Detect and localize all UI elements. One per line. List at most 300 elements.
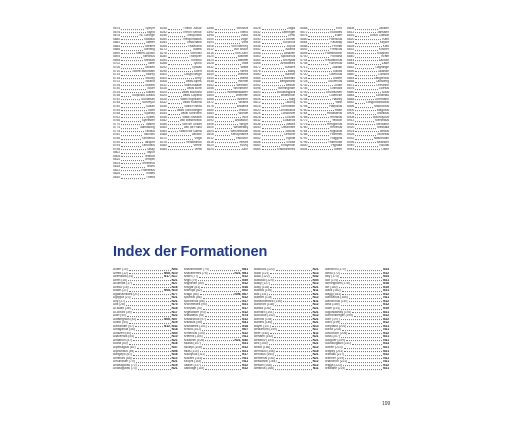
- formation-pages: N12: [383, 314, 389, 318]
- entry-number: 6488: [206, 115, 214, 119]
- leader-dots: [204, 335, 242, 338]
- leader-dots: [129, 289, 163, 292]
- leader-dots: [344, 346, 383, 349]
- entry-number: 6832: [347, 48, 355, 52]
- leader-dots: [168, 148, 194, 151]
- index-entry: [325, 367, 390, 371]
- entry-name: Von Zach: [235, 51, 249, 55]
- formation-name: Arrhenius (103): [183, 331, 206, 335]
- entry-number: 6336: [159, 105, 167, 109]
- entry-number: 6652: [253, 136, 261, 140]
- entry-name: Vasco da Gama: [179, 129, 202, 133]
- entry-name: Vendelinus: [186, 140, 202, 144]
- entry-name: Thaetetus: [140, 168, 155, 172]
- leader-dots: [198, 279, 241, 282]
- leader-dots: [121, 101, 141, 104]
- leader-dots: [355, 130, 378, 133]
- leader-dots: [262, 112, 280, 115]
- formation-pages: N17: [171, 310, 178, 314]
- leader-dots: [215, 109, 238, 112]
- entry-number: 6268: [159, 44, 167, 48]
- leader-dots: [121, 45, 144, 48]
- entry-name: Xenophanes: [230, 133, 249, 137]
- leader-dots: [346, 339, 382, 342]
- leader-dots: [269, 342, 312, 345]
- entry-name: Hase: [334, 108, 343, 112]
- entry-number: 6292: [159, 66, 167, 70]
- entry-name: Von Braun: [233, 48, 249, 52]
- entry-number: 6368: [159, 133, 167, 137]
- leader-dots: [203, 357, 241, 360]
- entry-name: Hippalus: [329, 129, 343, 133]
- entry-name: Maurolycus: [372, 115, 389, 119]
- leader-dots: [121, 66, 144, 69]
- leader-dots: [168, 70, 193, 73]
- leader-dots: [121, 77, 144, 80]
- entry-number: 6548: [253, 44, 261, 48]
- entry-name: Lacroix: [378, 58, 389, 62]
- leader-dots: [262, 126, 281, 129]
- leader-dots: [355, 70, 376, 73]
- leader-dots: [355, 84, 375, 87]
- entry-name: Lohrmann: [374, 97, 389, 101]
- entry-name: Zöllner: [285, 37, 296, 41]
- entry-number: 6944: [347, 147, 355, 151]
- leader-dots: [205, 314, 241, 317]
- leader-dots: [121, 70, 131, 73]
- entry-number: 6252: [159, 30, 167, 34]
- numbered-column: [160, 27, 202, 242]
- leader-dots: [168, 87, 186, 90]
- entry-number: 6272: [159, 48, 167, 52]
- entry-number: 6796: [300, 140, 308, 144]
- leader-dots: [168, 41, 185, 44]
- entry-name: Volta: [241, 41, 249, 45]
- entry-number: 6460: [206, 90, 214, 94]
- entry-number: 6676: [300, 34, 308, 38]
- leader-dots: [215, 137, 235, 140]
- leader-dots: [215, 141, 238, 144]
- entry-number: 6616: [253, 105, 261, 109]
- leader-dots: [262, 133, 284, 136]
- leader-dots: [355, 101, 365, 104]
- numbered-column: [207, 27, 249, 242]
- formation-pages: N74: [242, 314, 248, 318]
- formation-pages: N13: [383, 342, 389, 346]
- entry-name: Tacchini: [143, 133, 155, 137]
- leader-dots: [351, 282, 382, 285]
- entry-name: Stadtus: [144, 37, 155, 41]
- entry-number: 6644: [253, 129, 261, 133]
- entry-name: Hevelius: [329, 126, 343, 130]
- leader-dots: [308, 116, 329, 119]
- formation-name: Argelander (93): [183, 310, 206, 314]
- formation-name: Apianus (86): [183, 296, 202, 300]
- leader-dots: [273, 296, 311, 299]
- leader-dots: [202, 360, 241, 363]
- entry-name: Theon Junior: [183, 27, 202, 30]
- leader-dots: [121, 133, 142, 136]
- leader-dots: [121, 80, 144, 83]
- leader-dots: [262, 45, 286, 48]
- leader-dots: [349, 296, 383, 299]
- leader-dots: [308, 105, 328, 108]
- entry-name: Yerkes: [238, 140, 249, 144]
- entry-name: Herigonius: [326, 122, 343, 126]
- formation-pages: N47: [171, 346, 178, 350]
- entry-number: 6720: [300, 73, 308, 77]
- entry-number: 6672: [300, 30, 308, 34]
- formation-name: Brianchon (221): [324, 360, 348, 364]
- formation-name: Bernoulli (158): [254, 349, 275, 353]
- formation-pages: N19: [383, 285, 389, 289]
- entry-name: Tassy: [146, 147, 155, 151]
- entry-number: 5770: [113, 122, 121, 126]
- formation-pages: N03: [171, 268, 178, 271]
- entry-name: Werner: [238, 80, 249, 84]
- entry-name: Vlacq: [240, 34, 249, 38]
- leader-dots: [126, 303, 171, 306]
- entry-number: 6264: [159, 41, 167, 45]
- entry-name: Fracastorius: [324, 58, 343, 62]
- entry-number: 6572: [253, 66, 261, 70]
- entry-number: 6256: [159, 34, 167, 38]
- leader-dots: [215, 87, 233, 90]
- formation-pages: N21: [383, 310, 389, 314]
- entry-name: Susan: [145, 105, 155, 109]
- entry-number: 6624: [253, 112, 261, 116]
- entry-name: Trumpler: [189, 55, 202, 59]
- entry-name: Wrottesley: [233, 126, 249, 130]
- entry-name: Sylvester: [141, 119, 155, 123]
- formation-name: Birmingham (178): [324, 282, 350, 286]
- formation-pages: N12: [312, 282, 319, 286]
- formation-pages: N21: [383, 349, 389, 353]
- formation-name: Arzachel (105): [183, 338, 205, 342]
- leader-dots: [121, 151, 145, 154]
- formation-name: Azophi (115): [183, 360, 202, 364]
- formation-pages: N12: [383, 292, 389, 296]
- entry-name: Langrenus: [373, 76, 389, 80]
- leader-dots: [121, 105, 145, 108]
- formation-pages: N12: [171, 356, 178, 360]
- entry-number: 6760: [300, 108, 308, 112]
- entry-number: 5830: [113, 175, 121, 179]
- leader-dots: [132, 332, 171, 335]
- leader-dots: [209, 272, 234, 275]
- leader-dots: [355, 77, 373, 80]
- entry-number: 6348: [159, 115, 167, 119]
- leader-dots: [121, 62, 146, 65]
- index-entry: [113, 367, 178, 371]
- entry-name: Tenebrus: [141, 161, 155, 165]
- entry-name: Verne: [193, 144, 202, 148]
- formation-name: Bond (199): [324, 321, 341, 325]
- entry-number: 6668: [300, 27, 308, 30]
- leader-dots: [121, 31, 146, 34]
- entry-number: 5676: [113, 30, 121, 34]
- formation-name: Ansgar (81): [183, 285, 201, 289]
- leader-dots: [308, 133, 329, 136]
- entry-number: 6436: [206, 69, 214, 73]
- leader-dots: [215, 119, 234, 122]
- formation-name: Bouguer (209): [324, 338, 345, 342]
- formation-pages: N12, N42: [164, 324, 178, 328]
- entry-number: 6732: [300, 83, 308, 87]
- entry-name: Tarquet: [144, 140, 155, 144]
- formation-name: Back (121): [254, 271, 270, 275]
- leader-dots: [168, 116, 181, 119]
- leader-dots: [203, 321, 241, 324]
- leader-dots: [168, 62, 192, 65]
- entry-number: 6604: [253, 94, 261, 98]
- entry-number: 6420: [206, 55, 214, 59]
- entry-number: 6384: [159, 147, 167, 151]
- formation-name: Billy (174): [324, 275, 339, 279]
- leader-dots: [133, 311, 171, 314]
- leader-dots: [129, 268, 171, 271]
- entry-name: Heinsius: [329, 115, 343, 119]
- formation-name: Aloha (60): [113, 342, 128, 346]
- leader-dots: [215, 148, 241, 151]
- entry-name: Godin: [333, 83, 343, 87]
- entry-name: Van Biesbroeck: [179, 119, 202, 123]
- entry-name: Crozier: [285, 115, 296, 119]
- entry-number: 6504: [206, 129, 214, 133]
- formation-pages: N39: [242, 278, 248, 282]
- leader-dots: [201, 286, 241, 289]
- leader-dots: [308, 101, 333, 104]
- leader-dots: [168, 133, 191, 136]
- leader-dots: [308, 84, 332, 87]
- entry-name: Ulugh Beigh: [184, 73, 202, 77]
- entry-number: 6936: [347, 140, 355, 144]
- entry-number: 6440: [206, 73, 214, 77]
- formation-name: Blanchinus (187): [324, 299, 349, 303]
- entry-name: Menelaus: [375, 119, 389, 123]
- leader-dots: [168, 73, 183, 76]
- entry-number: 6860: [347, 73, 355, 77]
- leader-dots: [200, 293, 234, 296]
- entry-number: 5684: [113, 44, 121, 48]
- leader-dots: [168, 130, 178, 133]
- formation-name: Bessarion (164): [254, 360, 277, 364]
- entry-number: 6908: [347, 115, 355, 119]
- leader-dots: [215, 31, 239, 34]
- entry-number: 5758: [113, 112, 121, 116]
- entry-name: Euler: [334, 34, 343, 38]
- leader-dots: [121, 172, 144, 175]
- entry-number: 6452: [206, 83, 214, 87]
- entry-number: 6328: [159, 97, 167, 101]
- entry-number: 6900: [347, 108, 355, 112]
- leader-dots: [262, 144, 281, 147]
- formation-name: Al-Bakri (36): [113, 307, 131, 311]
- formation-pages: N11: [312, 289, 319, 293]
- leader-dots: [270, 332, 312, 335]
- formation-name: Bowen (213): [324, 346, 343, 350]
- formation-name: Bellot (156): [254, 346, 271, 350]
- formation-pages: N16: [171, 285, 178, 289]
- entry-name: Erro: [336, 27, 343, 30]
- leader-dots: [168, 55, 188, 58]
- formation-name: Bangeyo (67): [113, 353, 133, 357]
- leader-dots: [342, 289, 383, 292]
- entry-number: 6464: [206, 94, 214, 98]
- numbered-column: [253, 27, 295, 242]
- leader-dots: [168, 45, 187, 48]
- formation-name: Agrippa (23): [113, 296, 131, 300]
- entry-name: Delambre: [281, 126, 296, 130]
- leader-dots: [215, 73, 237, 76]
- entry-name: Grimaldi: [330, 87, 343, 91]
- entry-name: Zagut: [287, 27, 296, 30]
- entry-number: 5734: [113, 90, 121, 94]
- entry-number: 5778: [113, 129, 121, 133]
- leader-dots: [168, 66, 191, 69]
- entry-number: 6576: [253, 69, 261, 73]
- entry-name: Gruithuisen: [325, 90, 343, 94]
- leader-dots: [276, 268, 312, 271]
- entry-name: Zupus: [286, 44, 296, 48]
- leader-dots: [275, 367, 312, 370]
- leader-dots: [308, 66, 330, 69]
- leader-dots: [215, 98, 236, 101]
- leader-dots: [121, 41, 145, 44]
- entry-number: 5762: [113, 115, 121, 119]
- formation-pages: N12: [242, 331, 248, 335]
- leader-dots: [339, 279, 382, 282]
- formation-pages: N21: [242, 349, 248, 353]
- formation-name: Bell (155): [254, 342, 268, 346]
- entry-name: Wright: [239, 122, 249, 126]
- leader-dots: [121, 27, 144, 30]
- formation-name: Akufinde (17): [113, 282, 132, 286]
- leader-dots: [168, 119, 179, 122]
- entry-name: Sterling: [144, 48, 155, 52]
- entry-name: Vallis Schröteri: [180, 112, 202, 116]
- entry-name: Vogel: [240, 37, 249, 41]
- entry-name: Birmingham: [278, 87, 296, 91]
- entry-name: Metius: [379, 129, 389, 133]
- formation-name: Aliacensis (54): [113, 335, 134, 339]
- entry-number: 6552: [253, 48, 261, 52]
- leader-dots: [138, 367, 171, 370]
- entry-number: 6376: [159, 140, 167, 144]
- leader-dots: [207, 311, 241, 314]
- index-entry: [184, 367, 249, 371]
- formation-pages: N16: [383, 282, 389, 286]
- formation-pages: N21: [171, 296, 178, 300]
- leader-dots: [355, 133, 376, 136]
- entry-name: Webb: [240, 69, 249, 73]
- entry-name: Vallis Inghirami: [180, 97, 202, 101]
- leader-dots: [355, 94, 375, 97]
- formation-pages: N12: [383, 299, 389, 303]
- leader-dots: [352, 342, 382, 345]
- entry-number: 6512: [206, 136, 214, 140]
- leader-dots: [203, 296, 242, 299]
- index-column: [184, 268, 249, 403]
- leader-dots: [168, 105, 183, 108]
- formation-name: Apollonius (88): [183, 299, 205, 303]
- entry-name: Taylor: [146, 151, 155, 155]
- leader-dots: [121, 119, 141, 122]
- formation-pages: N12: [242, 310, 248, 314]
- entry-number: 6864: [347, 76, 355, 80]
- leader-dots: [132, 307, 171, 310]
- entry-number: 6352: [159, 119, 167, 123]
- entry-name: Boussingault: [277, 90, 296, 94]
- formation-pages: N21: [312, 356, 319, 360]
- leader-dots: [340, 275, 382, 278]
- leader-dots: [355, 62, 381, 65]
- formation-pages: N21: [312, 292, 319, 296]
- formation-name: Artemis (104): [183, 335, 203, 339]
- entry-number: 6580: [253, 73, 261, 77]
- list-item: [253, 148, 295, 152]
- leader-dots: [262, 119, 282, 122]
- leader-dots: [168, 101, 182, 104]
- formation-name: Bessel (166): [254, 363, 272, 367]
- formation-name: Bohnenberger (195): [324, 314, 354, 318]
- entry-name: St. George: [139, 34, 155, 38]
- leader-dots: [352, 311, 382, 314]
- formation-name: Beketov (153): [254, 338, 274, 342]
- entry-number: 6740: [300, 90, 308, 94]
- entry-number: 6556: [253, 51, 261, 55]
- entry-name: Sphyrr: [145, 27, 155, 30]
- entry-number: 6560: [253, 55, 261, 59]
- leader-dots: [121, 34, 138, 37]
- entry-name: Zach: [241, 147, 249, 151]
- formation-name: Anaximenes (76): [183, 271, 208, 275]
- leader-dots: [135, 335, 171, 338]
- leader-dots: [215, 45, 230, 48]
- leader-dots: [121, 116, 145, 119]
- formation-name: Aristarchus (97): [183, 317, 206, 321]
- entry-number: 6724: [300, 76, 308, 80]
- entry-number: 6304: [159, 76, 167, 80]
- formation-pages: N27: [171, 282, 178, 286]
- formation-name: Barnard (141): [254, 310, 274, 314]
- formation-name: Blancanus (185): [324, 296, 348, 300]
- entry-number: 6744: [300, 94, 308, 98]
- leader-dots: [308, 123, 325, 126]
- leader-dots: [262, 27, 287, 30]
- leader-dots: [215, 133, 230, 136]
- index-column: [113, 268, 178, 403]
- leader-dots: [278, 328, 312, 331]
- entry-number: 5678: [113, 34, 121, 38]
- leader-dots: [215, 80, 237, 83]
- leader-dots: [168, 144, 192, 147]
- leader-dots: [348, 360, 382, 363]
- formation-name: Boscovich (205): [324, 331, 348, 335]
- leader-dots: [121, 38, 143, 41]
- entry-name: Young: [239, 144, 249, 148]
- entry-name: Macrobius: [374, 105, 389, 109]
- entry-name: Neander: [376, 140, 389, 144]
- leader-dots: [355, 41, 379, 44]
- entry-name: Kepler: [379, 41, 389, 45]
- leader-dots: [355, 126, 376, 129]
- entry-number: 6584: [253, 76, 261, 80]
- leader-dots: [276, 314, 312, 317]
- entry-name: Zähringer: [281, 30, 296, 34]
- leader-dots: [210, 268, 241, 271]
- leader-dots: [355, 119, 374, 122]
